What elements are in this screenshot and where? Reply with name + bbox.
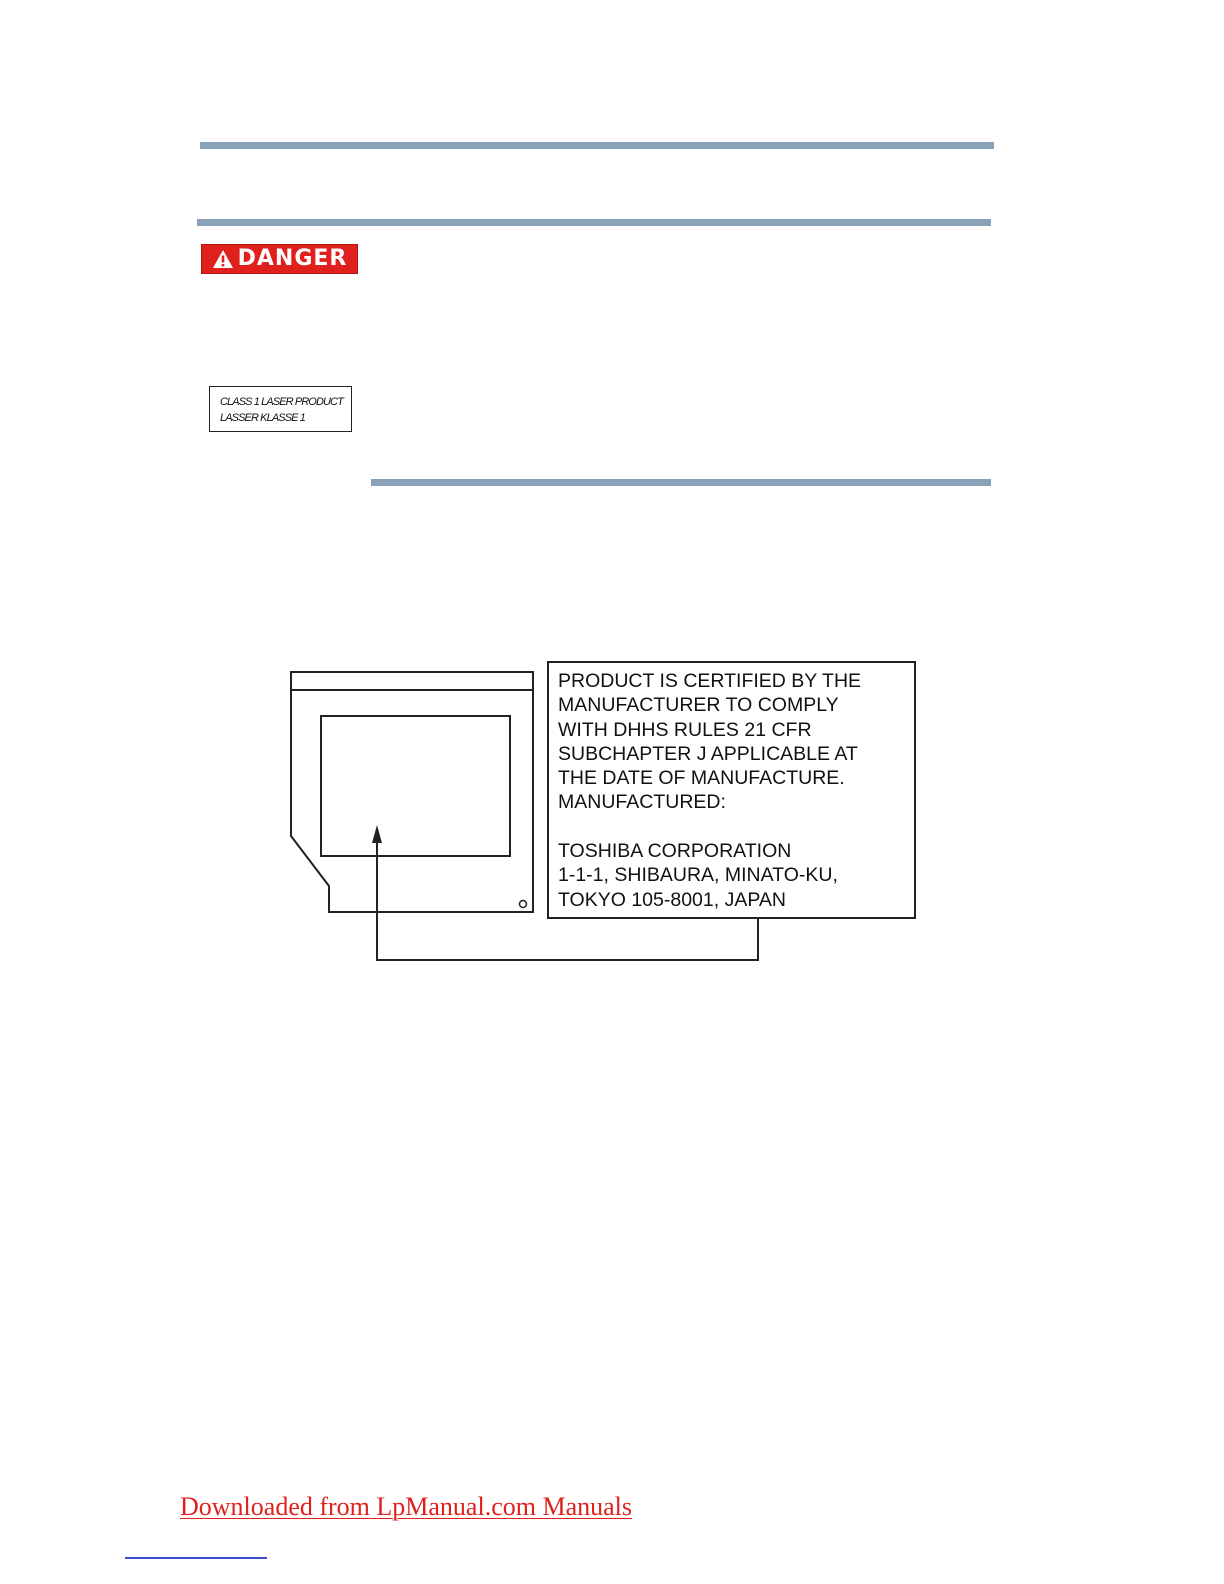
certification-label-text	[558, 669, 908, 912]
cert-address-2: 1-1-1, SHIBAURA, MINATO-KU,	[558, 864, 838, 887]
cert-line-2: MANUFACTURER TO COMPLY	[558, 694, 839, 717]
cert-line-3: WITH DHHS RULES 21 CFR	[558, 718, 812, 741]
cert-line-1: PRODUCT IS CERTIFIED BY THE	[558, 670, 862, 692]
cert-spacer	[558, 815, 908, 839]
leader-arrowhead	[372, 825, 382, 843]
cert-line-5: THE DATE OF MANUFACTURE.	[558, 767, 845, 790]
laser-label-line-1: CLASS 1 LASER PRODUCT	[220, 396, 343, 408]
label-location-rect	[321, 716, 510, 856]
laser-label-line-2: LASSER KLASSE 1	[220, 412, 305, 424]
cert-line-4: SUBCHAPTER J APPLICABLE AT	[558, 742, 858, 765]
cert-line-6: MANUFACTURED:	[558, 791, 726, 814]
cert-address-1: TOSHIBA CORPORATION	[558, 840, 792, 863]
cert-address-3: TOKYO 105-8001, JAPAN	[558, 888, 786, 911]
drive-outline	[291, 672, 533, 912]
bottom-link-underline	[125, 1557, 267, 1559]
download-source-link[interactable]: Downloaded from LpManual.com Manuals	[180, 1492, 633, 1521]
danger-label: DANGER	[237, 246, 348, 271]
drive-screw-hole	[520, 901, 527, 908]
